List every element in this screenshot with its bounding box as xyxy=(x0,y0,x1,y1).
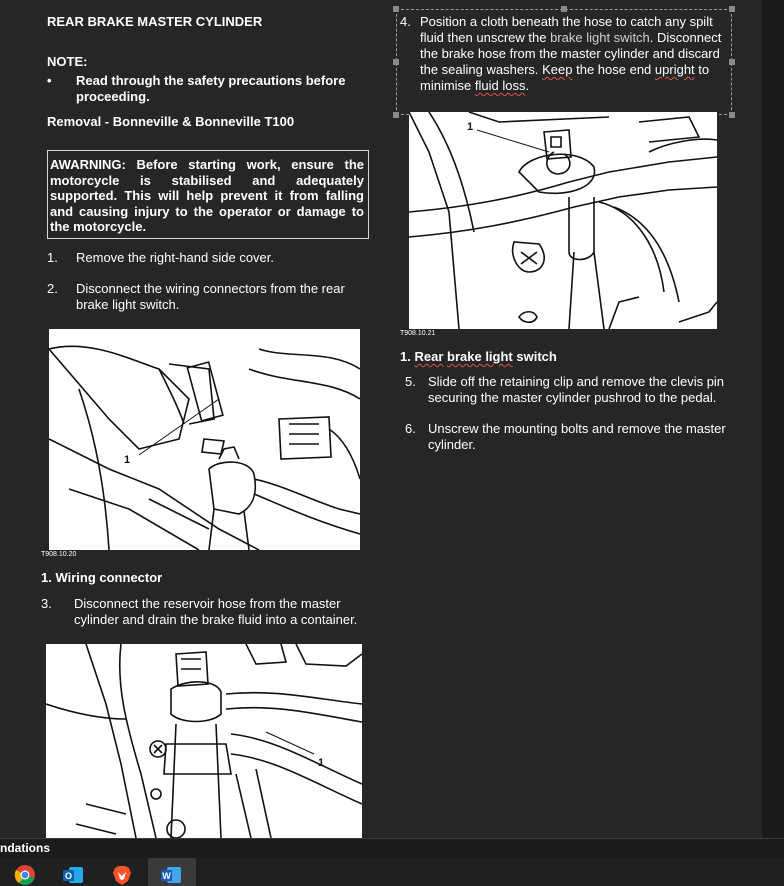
word-letter: W xyxy=(162,871,171,881)
list-item xyxy=(405,374,730,406)
list-item xyxy=(41,596,386,628)
fig1-caption: 1. Wiring connector xyxy=(41,570,163,585)
notification-text: ndations xyxy=(0,841,50,855)
step-number: 4. xyxy=(400,14,411,29)
reservoir-hose-drawing xyxy=(46,644,362,838)
fig1-ref: T908.10.20 xyxy=(41,551,77,558)
step-text-segment: to minimise xyxy=(420,62,710,93)
resize-handle[interactable] xyxy=(561,6,567,12)
fig2-caption xyxy=(400,349,557,364)
figure-reservoir-hose[interactable] xyxy=(46,644,362,838)
resize-handle[interactable] xyxy=(393,112,399,118)
figure-wiring-connector[interactable] xyxy=(49,329,360,550)
step-number: 2. xyxy=(47,281,58,296)
fig3-callout-label: 1 xyxy=(318,757,325,769)
list-item xyxy=(405,421,730,453)
word-icon[interactable] xyxy=(160,864,182,886)
figure-brake-light-switch[interactable] xyxy=(409,112,717,329)
spellcheck-word: fluid loss xyxy=(474,78,526,93)
brave-icon[interactable] xyxy=(111,864,133,886)
step-text: Remove the right-hand side cover. xyxy=(76,250,274,265)
step-number: 3. xyxy=(41,596,52,611)
list-item xyxy=(47,281,377,313)
brake-light-switch-drawing xyxy=(409,112,717,329)
resize-handle[interactable] xyxy=(393,59,399,65)
resize-handle[interactable] xyxy=(393,6,399,12)
outlook-letter: O xyxy=(64,871,73,881)
step-text: Disconnect the reservoir hose from the master cylinder and drain the brake fluid into a container. xyxy=(74,596,358,627)
step-text-segment: . xyxy=(525,78,530,93)
step-text-segment: Position a cloth beneath the hose to catch any spilt fluid then unscrew the xyxy=(420,14,713,45)
list-item xyxy=(47,250,377,266)
step-text-segment: brake light switch xyxy=(550,30,650,45)
resize-handle[interactable] xyxy=(729,112,735,118)
note-label: NOTE: xyxy=(47,54,88,69)
fig2-callout-label: 1 xyxy=(467,121,474,133)
doc-title: REAR BRAKE MASTER CYLINDER xyxy=(47,14,263,29)
step-text-segment: the hose end xyxy=(572,62,655,77)
note-bullet: • xyxy=(47,73,52,88)
document-margin xyxy=(762,0,784,838)
spellcheck-word: upright xyxy=(654,62,695,77)
caption-segment: 1. xyxy=(400,349,415,364)
caption-segment: switch xyxy=(512,349,557,364)
wiring-connector-drawing xyxy=(49,329,360,550)
section-subheading: Removal - Bonneville & Bonneville T100 xyxy=(47,114,295,129)
list-item[interactable] xyxy=(400,14,730,94)
fig2-ref: T908.10.21 xyxy=(400,330,436,337)
step-text[interactable] xyxy=(420,14,730,94)
step-text: Unscrew the mounting bolts and remove the master cylinder. xyxy=(428,421,726,452)
chrome-icon[interactable] xyxy=(14,864,36,886)
spellcheck-word: Keep xyxy=(542,62,573,77)
warning-text: AWARNING: Before starting work, ensure the motorcycle is stabilised and adequately supported. This will help prevent it from falling and causing injury to the operator or damage to the motorcycle. xyxy=(50,157,364,234)
fig1-callout-label: 1 xyxy=(124,454,131,466)
note-text: Read through the safety precautions before proceeding. xyxy=(76,73,346,104)
notification-bar[interactable] xyxy=(0,838,784,858)
spellcheck-word: Rear xyxy=(414,349,444,364)
step-text: Slide off the retaining clip and remove the clevis pin securing the master cylinder pushrod to the pedal. xyxy=(428,374,725,405)
step-number: 1. xyxy=(47,250,58,265)
step-number: 5. xyxy=(405,374,416,389)
spellcheck-word: brake light xyxy=(447,349,513,364)
outlook-icon[interactable] xyxy=(62,864,84,886)
warning-box xyxy=(47,150,369,239)
step-text-segment: . Disconnect the brake hose from the master cylinder and discard the sealing washers. xyxy=(420,30,722,77)
step-number: 6. xyxy=(405,421,416,436)
resize-handle[interactable] xyxy=(729,6,735,12)
step-text: Disconnect the wiring connectors from the rear brake light switch. xyxy=(76,281,345,312)
